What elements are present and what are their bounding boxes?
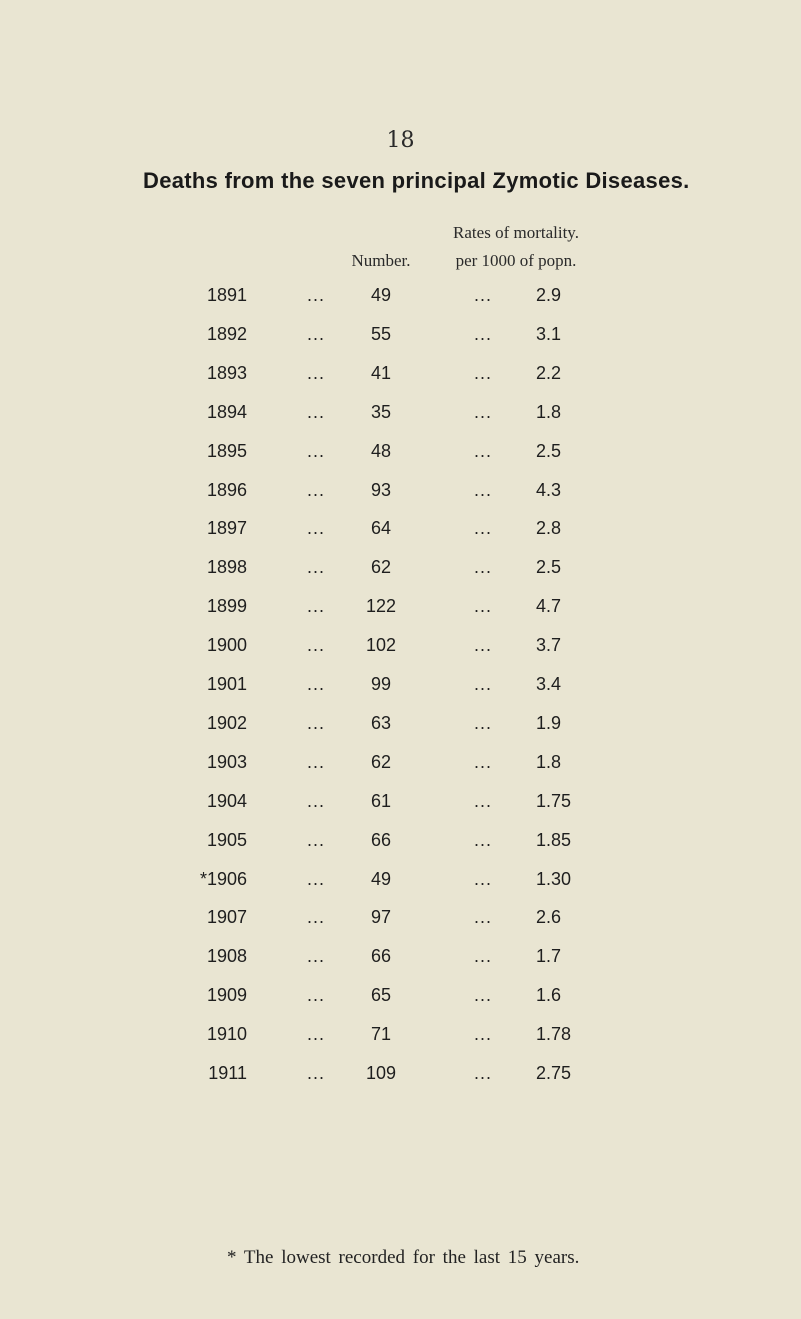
rate-cell: 1.85 xyxy=(536,829,572,850)
leader-dots: ... xyxy=(307,712,326,733)
rate-cell: 2.2 xyxy=(536,362,562,383)
table-row xyxy=(0,441,801,467)
leader-dots: ... xyxy=(307,1024,326,1045)
table-row xyxy=(0,596,801,622)
number-cell: 49 xyxy=(370,868,392,889)
leader-dots: ... xyxy=(474,362,493,383)
number-cell: 71 xyxy=(370,1024,392,1045)
number-cell: 102 xyxy=(365,635,397,656)
year-cell: 1891 xyxy=(206,285,247,305)
leader-dots: ... xyxy=(474,440,493,461)
rate-cell: 2.5 xyxy=(536,557,562,578)
leader-dots: ... xyxy=(307,285,326,305)
rate-cell: 1.78 xyxy=(536,1024,572,1045)
rates-header-line2: per 1000 of popn. xyxy=(455,251,577,270)
table-row xyxy=(0,518,801,544)
table-row xyxy=(0,285,801,311)
year-cell: 1896 xyxy=(206,479,247,500)
year-cell: 1903 xyxy=(206,751,247,772)
leader-dots: ... xyxy=(474,635,493,656)
leader-dots: ... xyxy=(474,323,493,344)
leader-dots: ... xyxy=(307,1063,326,1083)
table-row xyxy=(0,830,801,856)
year-cell: 1897 xyxy=(206,518,247,539)
leader-dots: ... xyxy=(307,401,326,422)
number-cell: 41 xyxy=(370,362,392,383)
leader-dots: ... xyxy=(307,907,326,928)
leader-dots: ... xyxy=(307,440,326,461)
rate-cell: 3.7 xyxy=(536,635,562,656)
rates-header-line1: Rates of mortality. xyxy=(453,223,579,242)
number-cell: 64 xyxy=(370,518,392,539)
leader-dots: ... xyxy=(474,751,493,772)
leader-dots: ... xyxy=(307,829,326,850)
number-cell: 99 xyxy=(370,674,392,694)
leader-dots: ... xyxy=(307,557,326,578)
number-cell: 55 xyxy=(370,323,392,344)
number-cell: 35 xyxy=(370,401,392,422)
year-cell: 1910 xyxy=(206,1024,247,1045)
year-cell: 1898 xyxy=(206,557,247,578)
leader-dots: ... xyxy=(307,674,326,694)
number-cell: 62 xyxy=(370,751,392,772)
leader-dots: ... xyxy=(307,362,326,383)
leader-dots: ... xyxy=(474,557,493,578)
number-header: Number. xyxy=(351,251,411,270)
table-row xyxy=(0,557,801,583)
number-cell: 49 xyxy=(370,285,392,305)
rate-cell: 1.6 xyxy=(536,985,562,1006)
table-row xyxy=(0,869,801,895)
leader-dots: ... xyxy=(307,518,326,539)
leader-dots: ... xyxy=(474,674,493,694)
rate-cell: 4.7 xyxy=(536,596,562,617)
rate-cell: 3.1 xyxy=(536,323,562,344)
year-cell: 1893 xyxy=(206,362,247,383)
leader-dots: ... xyxy=(474,829,493,850)
table-row xyxy=(0,363,801,389)
number-cell: 48 xyxy=(370,440,392,461)
table-row xyxy=(0,1063,801,1089)
year-cell: 1899 xyxy=(206,596,247,617)
rate-cell: 2.9 xyxy=(536,285,562,305)
year-cell: 1901 xyxy=(206,674,247,694)
year-cell: 1909 xyxy=(206,985,247,1006)
rate-cell: 1.30 xyxy=(536,868,572,889)
page-title: Deaths from the seven principal Zymotic Diseases. xyxy=(143,168,690,193)
year-cell: 1892 xyxy=(206,323,247,344)
leader-dots: ... xyxy=(307,790,326,811)
leader-dots: ... xyxy=(474,518,493,539)
table-row xyxy=(0,713,801,739)
number-cell: 66 xyxy=(370,946,392,967)
rate-cell: 1.75 xyxy=(536,790,572,811)
number-cell: 61 xyxy=(370,790,392,811)
table-row xyxy=(0,907,801,933)
number-cell: 93 xyxy=(370,479,392,500)
page-number: 18 xyxy=(386,128,415,153)
rate-cell: 2.75 xyxy=(536,1063,572,1083)
leader-dots: ... xyxy=(307,985,326,1006)
leader-dots: ... xyxy=(307,635,326,656)
table-row xyxy=(0,635,801,661)
year-cell: 1895 xyxy=(206,440,247,461)
leader-dots: ... xyxy=(474,868,493,889)
leader-dots: ... xyxy=(474,985,493,1006)
table-row xyxy=(0,791,801,817)
table-row xyxy=(0,324,801,350)
rate-cell: 3.4 xyxy=(536,674,562,694)
leader-dots: ... xyxy=(474,479,493,500)
table-row xyxy=(0,985,801,1011)
year-cell: 1911 xyxy=(208,1063,247,1083)
rate-cell: 1.8 xyxy=(536,401,562,422)
leader-dots: ... xyxy=(474,946,493,967)
rate-cell: 1.7 xyxy=(536,946,562,967)
leader-dots: ... xyxy=(307,479,326,500)
rate-cell: 4.3 xyxy=(536,479,562,500)
rate-cell: 2.5 xyxy=(536,440,562,461)
leader-dots: ... xyxy=(474,790,493,811)
year-cell: 1905 xyxy=(206,829,247,850)
leader-dots: ... xyxy=(307,751,326,772)
leader-dots: ... xyxy=(474,907,493,928)
leader-dots: ... xyxy=(307,946,326,967)
table-row xyxy=(0,1024,801,1050)
number-cell: 63 xyxy=(370,712,392,733)
year-cell: 1904 xyxy=(206,790,247,811)
table-row xyxy=(0,402,801,428)
year-cell: *1906 xyxy=(199,868,247,889)
year-cell: 1900 xyxy=(206,635,247,656)
rate-cell: 1.9 xyxy=(536,712,562,733)
rate-cell: 2.8 xyxy=(536,518,562,539)
rate-cell: 2.6 xyxy=(536,907,562,928)
number-cell: 66 xyxy=(370,829,392,850)
leader-dots: ... xyxy=(474,596,493,617)
table-row xyxy=(0,480,801,506)
leader-dots: ... xyxy=(307,868,326,889)
leader-dots: ... xyxy=(474,1063,493,1083)
leader-dots: ... xyxy=(307,323,326,344)
year-cell: 1894 xyxy=(206,401,247,422)
year-cell: 1902 xyxy=(206,712,247,733)
leader-dots: ... xyxy=(474,285,493,305)
number-cell: 62 xyxy=(370,557,392,578)
table-row xyxy=(0,946,801,972)
leader-dots: ... xyxy=(474,712,493,733)
year-cell: 1907 xyxy=(206,907,247,928)
number-cell: 122 xyxy=(365,596,397,617)
number-cell: 65 xyxy=(370,985,392,1006)
table-row xyxy=(0,752,801,778)
number-cell: 97 xyxy=(370,907,392,928)
rate-cell: 1.8 xyxy=(536,751,562,772)
year-cell: 1908 xyxy=(206,946,247,967)
table-row xyxy=(0,674,801,700)
footnote: * The lowest recorded for the last 15 years. xyxy=(227,1247,580,1268)
leader-dots: ... xyxy=(307,596,326,617)
number-cell: 109 xyxy=(365,1063,397,1083)
leader-dots: ... xyxy=(474,1024,493,1045)
leader-dots: ... xyxy=(474,401,493,422)
